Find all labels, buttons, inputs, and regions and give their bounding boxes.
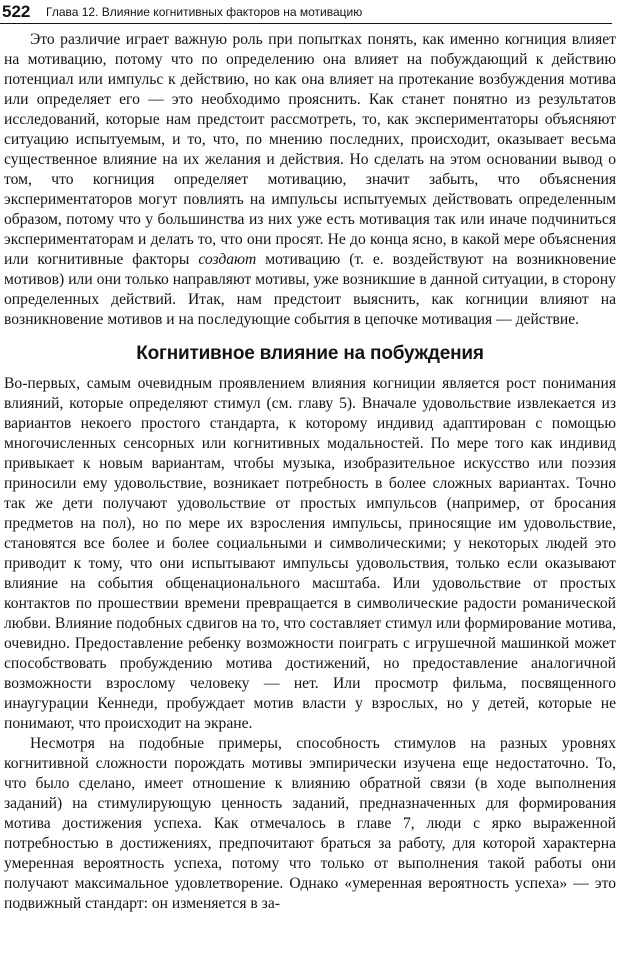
emphasized-word: создают (198, 251, 257, 268)
paragraph-text: мотивацию (т. е. воздействуют на возникновение мотивов) или они только направляют мотивы, уже возникшие в данной ситуации, в сторону определенных действий. Итак, нам предстоит выяснить, как когниции влияют на возникновение мотивов и на последующие события в цепочке мотивация — действие. (4, 251, 616, 328)
section-heading: Когнитивное влияние на побуждения (136, 343, 484, 364)
header-rule (0, 23, 612, 24)
page-body (4, 30, 616, 914)
page-header (0, 2, 620, 24)
page-number: 522 (2, 2, 31, 21)
paragraph-text: Это различие играет важную роль при попытках понять, как именно когниция влияет на мотивацию, потому что по определению она влияет на побуждающий к действию потенциал или импульс к действию, но как она влияет на протекание возбуждения мотива или определяет его — это необходимо прояснить. Как станет понятно из результатов исследований, которые нам предстоит рассмотреть, то, как экспериментаторы объясняют ситуацию испытуемым, и то, что, по мнению последних, происходит, оказывает весьма существенное влияние на их желания и действия. Но сделать на этом основании вывод о том, что когниция определяет мотивацию, значит забыть, что объяснения экспериментаторов могут повлиять на импульсы испытуемых действовать определенным образом, потому что у большинства из них уже есть мотивация так или иначе подчиниться экспериментаторам и делать то, что они просят. Не до конца ясно, в какой мере объяснения или когнитивные факторы (4, 31, 616, 268)
body-paragraph (4, 30, 616, 330)
running-head: Глава 12. Влияние когнитивных факторов на мотивацию (46, 5, 363, 19)
body-paragraph: Во-первых, самым очевидным проявлением влияния когниции является рост понимания влияний, которые определяют стимул (см. главу 5). Вначале удовольствие извлекается из вариантов некоего простого стандарта, к которому индивид адаптирован с помощью многочисленных сенсорных или когнитивных модальностей. По мере того как индивид привыкает к новым вариантам, чтобы музыка, изобразительное искусство или поэзия приносили ему удовольствие, возникает потребность в более сложных вариантах. Точно так же дети получают удовольствие от простых импульсов (например, от бросания предметов на пол), но по мере их взросления импульсы, приносящие им удовольствие, становятся все более и более социальными и символическими; у некоторых людей это приводит к тому, что они испытывают импульсы удовольствия, только если оказывают влияние на события общенационального масштаба. Или удовольствие от простых контактов по прошествии времени превращается в символические радости романической любви. Влияние подобных сдвигов на то, что составляет стимул или формирование мотива, очевидно. Предоставление ребенку возможности поиграть с игрушечной машинкой может способствовать пробуждению мотива достижений, но предоставление аналогичной возможности взрослому человеку — нет. Или просмотр фильма, посвященного инаугурации Кеннеди, пробуждает мотив власти у взрослых, но у детей, которые не понимают, что происходит на экране. (4, 375, 616, 732)
body-paragraph: Несмотря на подобные примеры, способность стимулов на разных уровнях когнитивной сложности порождать мотивы эмпирически изучена еще недостаточно. То, что было сделано, имеет отношение к влиянию обратной связи (в ходе выполнения заданий) на стимулирующую ценность заданий, предназначенных для формирования мотива достижения успеха. Как отмечалось в главе 7, люди с ярко выраженной потребностью в достижениях, предпочитают браться за работу, для которой характерна умеренная вероятность успеха, потому что только от выполнения такой работы они получают максимальное удовлетворение. Однако «умеренная вероятность успеха» — это подвижный стандарт: он изменяется в за- (4, 735, 616, 912)
